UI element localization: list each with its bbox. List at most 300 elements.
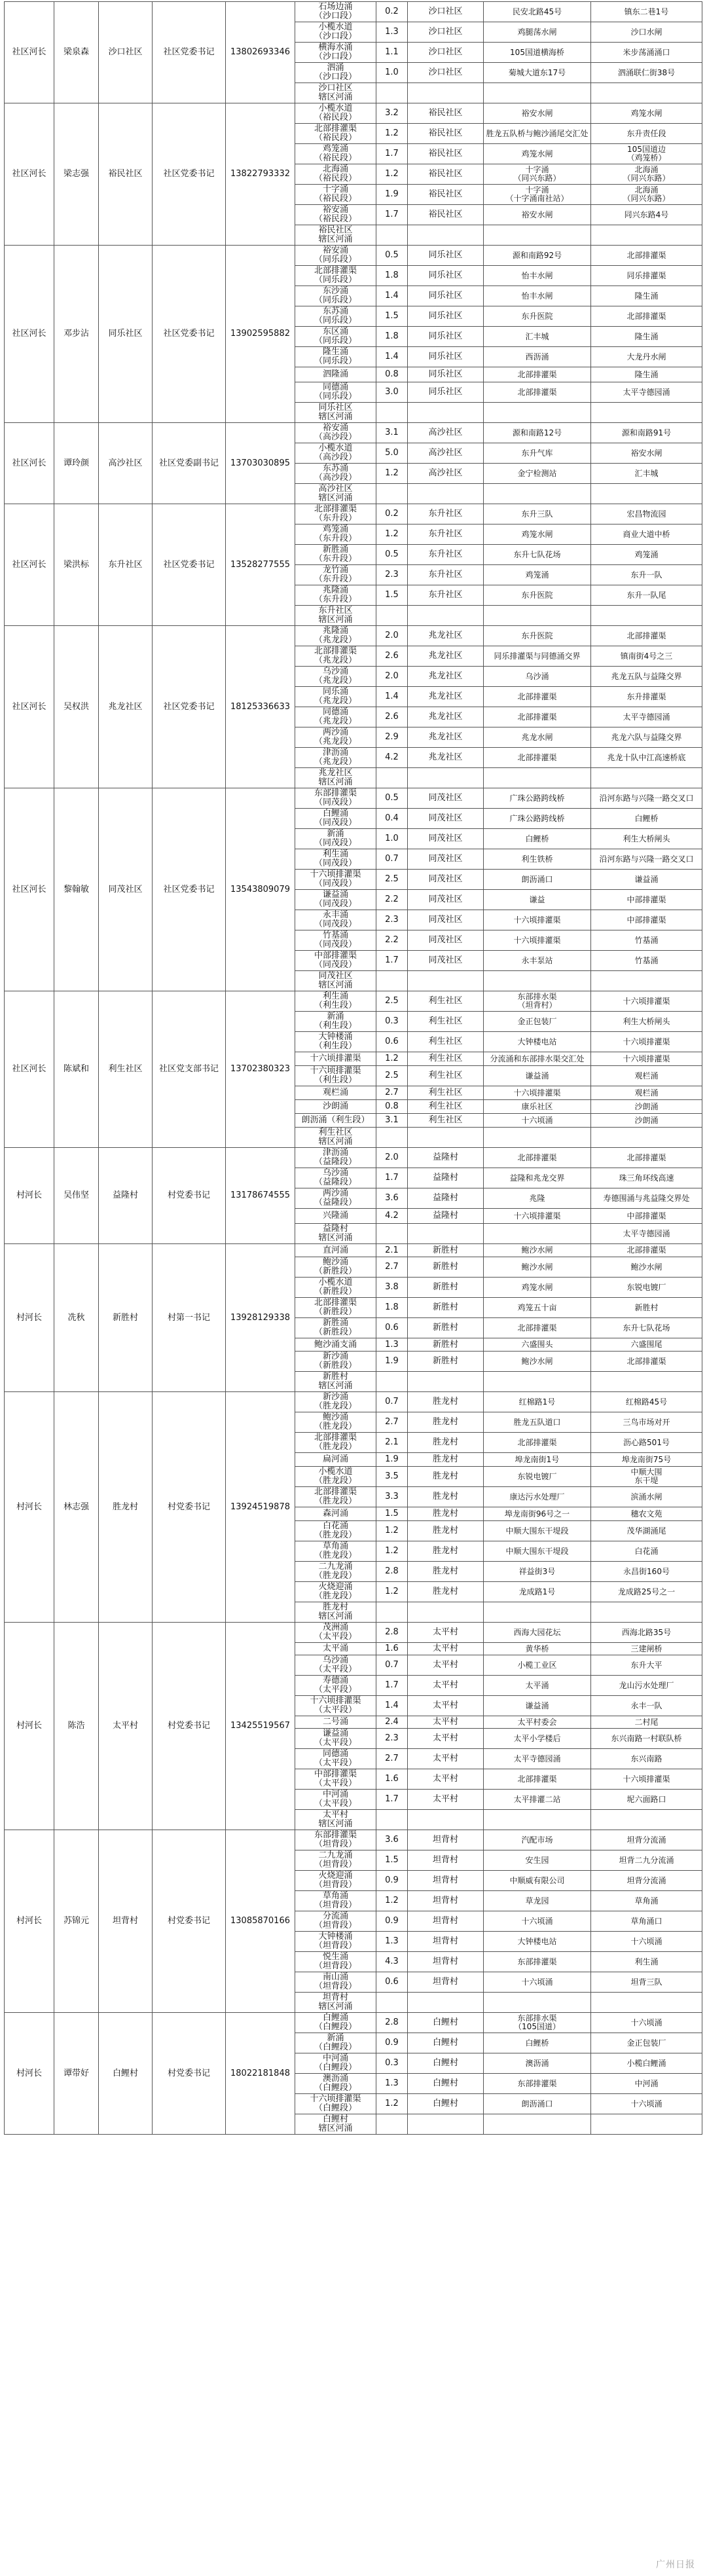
chief-unit-cell: 高沙社区 bbox=[99, 423, 153, 504]
start-point-cell: 永丰泵站 bbox=[484, 951, 591, 971]
end-point-cell: 兆龙六队与益隆交界 bbox=[591, 727, 702, 748]
chief-role-cell: 社区河长 bbox=[5, 2, 54, 103]
length-km-cell: 0.9 bbox=[376, 2033, 408, 2053]
end-point-cell: 穗农文苑 bbox=[591, 1507, 702, 1521]
length-km-cell: 2.8 bbox=[376, 1623, 408, 1643]
table-row bbox=[5, 1623, 702, 1643]
river-name-cell: 裕安涌 （裕民段） bbox=[295, 205, 376, 225]
chief-role-cell: 村河长 bbox=[5, 1623, 54, 1830]
length-km-cell: 1.4 bbox=[376, 687, 408, 707]
start-point-cell: 十六顷涌 bbox=[484, 1972, 591, 1993]
length-km-cell: 1.7 bbox=[376, 1676, 408, 1696]
river-name-cell: 乌沙涌 （益隆段） bbox=[295, 1168, 376, 1188]
segment-unit-cell: 高沙社区 bbox=[408, 464, 484, 484]
river-name-cell: 分流涌 （坦背段） bbox=[295, 1911, 376, 1932]
river-name-cell: 石场边涌 （沙口段） bbox=[295, 2, 376, 22]
length-km-cell: 2.0 bbox=[376, 1148, 408, 1168]
chief-role-cell: 社区河长 bbox=[5, 103, 54, 246]
chief-unit-cell: 同乐社区 bbox=[99, 246, 153, 423]
segment-unit-cell: 兆龙社区 bbox=[408, 687, 484, 707]
length-km-cell: 2.8 bbox=[376, 1562, 408, 1582]
river-name-cell: 新涌 （利生段） bbox=[295, 1012, 376, 1032]
river-name-cell: 津沥涌 （兆龙段） bbox=[295, 748, 376, 768]
length-km-cell bbox=[376, 971, 408, 991]
chief-name-cell: 邓步沾 bbox=[54, 246, 99, 423]
river-name-cell: 兆隆涌 （兆龙段） bbox=[295, 626, 376, 646]
river-name-cell: 北部排灌渠 （裕民段） bbox=[295, 124, 376, 144]
length-km-cell: 0.6 bbox=[376, 1318, 408, 1338]
length-km-cell bbox=[376, 1224, 408, 1244]
chief-name-cell: 梁洪标 bbox=[54, 504, 99, 626]
end-point-cell: 寿德围涌与兆益隆交界处 bbox=[591, 1188, 702, 1209]
length-km-cell: 1.8 bbox=[376, 1298, 408, 1318]
segment-unit-cell: 太平村 bbox=[408, 1716, 484, 1729]
segment-unit-cell: 胜龙村 bbox=[408, 1521, 484, 1541]
length-km-cell bbox=[376, 1602, 408, 1623]
river-name-cell: 益隆村 辖区河涌 bbox=[295, 1224, 376, 1244]
segment-unit-cell: 同茂社区 bbox=[408, 849, 484, 870]
start-point-cell bbox=[484, 1602, 591, 1623]
start-point-cell: 白鲤桥 bbox=[484, 829, 591, 849]
length-km-cell: 3.5 bbox=[376, 1467, 408, 1487]
start-point-cell: 红棉路1号 bbox=[484, 1392, 591, 1412]
start-point-cell: 太平排灌二站 bbox=[484, 1790, 591, 1810]
table-row bbox=[5, 1830, 702, 1850]
start-point-cell: 澳沥涌 bbox=[484, 2053, 591, 2074]
end-point-cell: 十六顷涌 bbox=[591, 2013, 702, 2033]
segment-unit-cell: 胜龙村 bbox=[408, 1433, 484, 1453]
river-name-cell: 中部排灌渠 （同茂段） bbox=[295, 951, 376, 971]
river-name-cell: 新胜涌 （东升段） bbox=[295, 545, 376, 565]
chief-name-cell: 谭玲颜 bbox=[54, 423, 99, 504]
start-point-cell: 兆龙水闸 bbox=[484, 727, 591, 748]
end-point-cell bbox=[591, 1372, 702, 1392]
chief-post-cell: 村党委书记 bbox=[153, 1830, 226, 2013]
river-name-cell: 北部排灌渠 （同乐段） bbox=[295, 266, 376, 286]
start-point-cell: 太平涌 bbox=[484, 1676, 591, 1696]
table-row bbox=[5, 504, 702, 524]
end-point-cell: 利生涌 bbox=[591, 1952, 702, 1972]
length-km-cell: 0.8 bbox=[376, 367, 408, 382]
river-name-cell: 兆龙社区 辖区河涌 bbox=[295, 768, 376, 788]
end-point-cell: 北部排灌渠 bbox=[591, 1244, 702, 1257]
length-km-cell: 0.7 bbox=[376, 849, 408, 870]
start-point-cell: 十字涌 （同兴东路） bbox=[484, 164, 591, 185]
length-km-cell: 3.3 bbox=[376, 1487, 408, 1507]
end-point-cell: 三建闸桥 bbox=[591, 1643, 702, 1655]
segment-unit-cell bbox=[408, 1602, 484, 1623]
table-body bbox=[5, 2, 702, 2135]
length-km-cell: 1.2 bbox=[376, 1541, 408, 1562]
start-point-cell: 北部排灌渠 bbox=[484, 1148, 591, 1168]
end-point-cell: 沙口水闸 bbox=[591, 22, 702, 43]
segment-unit-cell: 利生社区 bbox=[408, 1032, 484, 1052]
river-name-cell: 泗隆涌 bbox=[295, 367, 376, 382]
chief-role-cell: 村河长 bbox=[5, 1392, 54, 1623]
segment-unit-cell: 益隆村 bbox=[408, 1188, 484, 1209]
start-point-cell: 北部排灌渠 bbox=[484, 1433, 591, 1453]
river-name-cell: 中河涌 （太平段） bbox=[295, 1790, 376, 1810]
length-km-cell: 2.0 bbox=[376, 667, 408, 687]
start-point-cell: 太平寺德园涌 bbox=[484, 1749, 591, 1769]
length-km-cell: 2.7 bbox=[376, 1412, 408, 1433]
end-point-cell: 永昌街160号 bbox=[591, 1562, 702, 1582]
end-point-cell: 北部排灌渠 bbox=[591, 1148, 702, 1168]
end-point-cell: 北海涌 （同兴东路） bbox=[591, 164, 702, 185]
segment-unit-cell: 白鲤村 bbox=[408, 2074, 484, 2094]
end-point-cell: 兆龙十队中江高速桥底 bbox=[591, 748, 702, 768]
river-name-cell: 十六顷排灌渠 （太平段） bbox=[295, 1696, 376, 1716]
end-point-cell: 沙朗涌 bbox=[591, 1100, 702, 1114]
river-name-cell: 新胜涌 （新胜段） bbox=[295, 1318, 376, 1338]
table-row bbox=[5, 1148, 702, 1168]
length-km-cell: 2.3 bbox=[376, 1729, 408, 1749]
end-point-cell bbox=[591, 225, 702, 246]
river-name-cell: 白鲤涌 （白鲤段） bbox=[295, 2013, 376, 2033]
start-point-cell: 同乐排灌渠与同德涌交界 bbox=[484, 646, 591, 667]
river-name-cell: 谦益涌 （太平段） bbox=[295, 1729, 376, 1749]
length-km-cell: 2.9 bbox=[376, 727, 408, 748]
segment-unit-cell: 裕民社区 bbox=[408, 185, 484, 205]
river-name-cell: 十六顷排灌渠 bbox=[295, 1052, 376, 1066]
river-name-cell: 东部排灌渠 （同茂段） bbox=[295, 788, 376, 809]
segment-unit-cell: 白鲤村 bbox=[408, 2053, 484, 2074]
segment-unit-cell: 益隆村 bbox=[408, 1168, 484, 1188]
length-km-cell: 2.7 bbox=[376, 1257, 408, 1278]
length-km-cell: 1.5 bbox=[376, 1507, 408, 1521]
chief-phone-cell: 13924519878 bbox=[226, 1392, 295, 1623]
length-km-cell: 1.2 bbox=[376, 464, 408, 484]
segment-unit-cell: 同乐社区 bbox=[408, 347, 484, 367]
segment-unit-cell: 坦背村 bbox=[408, 1850, 484, 1871]
river-name-cell: 小榄水道 （胜龙段） bbox=[295, 1467, 376, 1487]
end-point-cell: 草角涌 bbox=[591, 1891, 702, 1911]
chief-unit-cell: 裕民社区 bbox=[99, 103, 153, 246]
end-point-cell: 105国道边 （鸡笼桥） bbox=[591, 144, 702, 164]
length-km-cell: 1.7 bbox=[376, 144, 408, 164]
river-name-cell: 沙朗涌 bbox=[295, 1100, 376, 1114]
end-point-cell: 镇东二巷1号 bbox=[591, 2, 702, 22]
segment-unit-cell: 同茂社区 bbox=[408, 809, 484, 829]
river-name-cell: 南山涌 （坦背段） bbox=[295, 1972, 376, 1993]
start-point-cell: 十六顷排灌渠 bbox=[484, 1086, 591, 1100]
river-name-cell: 同德涌 （太平段） bbox=[295, 1749, 376, 1769]
length-km-cell: 0.2 bbox=[376, 504, 408, 524]
segment-unit-cell: 白鲤村 bbox=[408, 2094, 484, 2114]
end-point-cell: 中部排灌渠 bbox=[591, 1209, 702, 1224]
start-point-cell: 埠龙南街96号之一 bbox=[484, 1507, 591, 1521]
end-point-cell: 观栏涌 bbox=[591, 1086, 702, 1100]
end-point-cell: 十六顷排灌渠 bbox=[591, 1769, 702, 1790]
length-km-cell: 1.2 bbox=[376, 2094, 408, 2114]
river-name-cell: 同茂社区 辖区河涌 bbox=[295, 971, 376, 991]
chief-name-cell: 陈斌和 bbox=[54, 991, 99, 1148]
length-km-cell: 2.1 bbox=[376, 1433, 408, 1453]
segment-unit-cell: 沙口社区 bbox=[408, 43, 484, 63]
segment-unit-cell: 太平村 bbox=[408, 1769, 484, 1790]
start-point-cell: 东升医院 bbox=[484, 626, 591, 646]
end-point-cell: 坭六面路口 bbox=[591, 1790, 702, 1810]
length-km-cell: 2.2 bbox=[376, 930, 408, 951]
end-point-cell: 裕安水闸 bbox=[591, 443, 702, 464]
start-point-cell: 鸡笼涌 bbox=[484, 565, 591, 585]
length-km-cell: 4.2 bbox=[376, 1209, 408, 1224]
end-point-cell: 草角涌口 bbox=[591, 1911, 702, 1932]
segment-unit-cell: 利生社区 bbox=[408, 1100, 484, 1114]
start-point-cell: 金宁检测站 bbox=[484, 464, 591, 484]
segment-unit-cell: 胜龙村 bbox=[408, 1412, 484, 1433]
length-km-cell bbox=[376, 1810, 408, 1830]
segment-unit-cell bbox=[408, 1128, 484, 1148]
segment-unit-cell: 同乐社区 bbox=[408, 266, 484, 286]
segment-unit-cell: 高沙社区 bbox=[408, 443, 484, 464]
segment-unit-cell: 东升社区 bbox=[408, 504, 484, 524]
chief-phone-cell: 18125336633 bbox=[226, 626, 295, 788]
river-name-cell: 中部排灌渠 （太平段） bbox=[295, 1769, 376, 1790]
end-point-cell: 东兴南路一村联队桥 bbox=[591, 1729, 702, 1749]
river-name-cell: 东沙涌 （同乐段） bbox=[295, 286, 376, 306]
end-point-cell: 利生大桥闸头 bbox=[591, 829, 702, 849]
segment-unit-cell: 裕民社区 bbox=[408, 205, 484, 225]
start-point-cell bbox=[484, 1993, 591, 2013]
end-point-cell: 东升排灌渠 bbox=[591, 687, 702, 707]
segment-unit-cell: 同茂社区 bbox=[408, 951, 484, 971]
chief-unit-cell: 利生社区 bbox=[99, 991, 153, 1148]
length-km-cell: 2.5 bbox=[376, 1066, 408, 1086]
end-point-cell: 中部排灌渠 bbox=[591, 890, 702, 910]
chief-unit-cell: 同茂社区 bbox=[99, 788, 153, 991]
length-km-cell bbox=[376, 1372, 408, 1392]
segment-unit-cell: 坦背村 bbox=[408, 1932, 484, 1952]
segment-unit-cell: 同茂社区 bbox=[408, 829, 484, 849]
start-point-cell: 鲍沙水闸 bbox=[484, 1257, 591, 1278]
start-point-cell: 太平小学楼后 bbox=[484, 1729, 591, 1749]
river-name-cell: 两沙涌 （益隆段） bbox=[295, 1188, 376, 1209]
chief-post-cell: 社区党委副书记 bbox=[153, 423, 226, 504]
end-point-cell: 坦背分流涌 bbox=[591, 1830, 702, 1850]
end-point-cell: 中部排灌渠 bbox=[591, 910, 702, 930]
length-km-cell: 2.7 bbox=[376, 1749, 408, 1769]
river-name-cell: 隆生涌 （同乐段） bbox=[295, 347, 376, 367]
river-name-cell: 北部排灌渠 （胜龙段） bbox=[295, 1487, 376, 1507]
end-point-cell: 兆龙五队与益隆交界 bbox=[591, 667, 702, 687]
river-name-cell: 兴隆涌 bbox=[295, 1209, 376, 1224]
length-km-cell bbox=[376, 403, 408, 423]
start-point-cell: 黄华桥 bbox=[484, 1643, 591, 1655]
segment-unit-cell: 胜龙村 bbox=[408, 1582, 484, 1602]
river-name-cell: 新沙涌 （胜龙段） bbox=[295, 1392, 376, 1412]
end-point-cell: 沥心路501号 bbox=[591, 1433, 702, 1453]
segment-unit-cell: 利生社区 bbox=[408, 1066, 484, 1086]
river-name-cell: 悦生涌 （坦背段） bbox=[295, 1952, 376, 1972]
length-km-cell: 1.3 bbox=[376, 1338, 408, 1352]
end-point-cell: 同兴东路4号 bbox=[591, 205, 702, 225]
river-name-cell: 兆隆涌 （东升段） bbox=[295, 585, 376, 606]
segment-unit-cell: 太平村 bbox=[408, 1749, 484, 1769]
segment-unit-cell: 兆龙社区 bbox=[408, 707, 484, 727]
river-name-cell: 东部排灌渠 （坦背段） bbox=[295, 1830, 376, 1850]
chief-unit-cell: 白鲤村 bbox=[99, 2013, 153, 2135]
end-point-cell: 泗涌联仁街38号 bbox=[591, 63, 702, 83]
end-point-cell: 东锐电镀厂 bbox=[591, 1278, 702, 1298]
length-km-cell: 0.9 bbox=[376, 1871, 408, 1891]
segment-unit-cell: 新胜村 bbox=[408, 1244, 484, 1257]
river-name-cell: 十字涌 （裕民段） bbox=[295, 185, 376, 205]
length-km-cell: 1.8 bbox=[376, 327, 408, 347]
length-km-cell: 3.6 bbox=[376, 1830, 408, 1850]
end-point-cell bbox=[591, 971, 702, 991]
end-point-cell bbox=[591, 1602, 702, 1623]
river-name-cell: 茂洲涌 （太平段） bbox=[295, 1623, 376, 1643]
start-point-cell bbox=[484, 768, 591, 788]
length-km-cell: 2.1 bbox=[376, 1244, 408, 1257]
river-name-cell: 东苏涌 （同乐段） bbox=[295, 306, 376, 327]
chief-role-cell: 社区河长 bbox=[5, 246, 54, 423]
end-point-cell: 坦背分流涌 bbox=[591, 1871, 702, 1891]
segment-unit-cell bbox=[408, 1810, 484, 1830]
segment-unit-cell: 裕民社区 bbox=[408, 144, 484, 164]
segment-unit-cell: 同茂社区 bbox=[408, 788, 484, 809]
segment-unit-cell: 沙口社区 bbox=[408, 2, 484, 22]
end-point-cell: 新胜村 bbox=[591, 1298, 702, 1318]
start-point-cell: 北部排灌渠 bbox=[484, 1318, 591, 1338]
chief-unit-cell: 东升社区 bbox=[99, 504, 153, 626]
length-km-cell: 3.6 bbox=[376, 1188, 408, 1209]
segment-unit-cell: 坦背村 bbox=[408, 1972, 484, 1993]
end-point-cell bbox=[591, 1128, 702, 1148]
start-point-cell: 金正包装厂 bbox=[484, 1012, 591, 1032]
end-point-cell: 太平寺德园涌 bbox=[591, 707, 702, 727]
length-km-cell: 1.9 bbox=[376, 185, 408, 205]
start-point-cell: 祥益街3号 bbox=[484, 1562, 591, 1582]
river-name-cell: 利生社区 辖区河涌 bbox=[295, 1128, 376, 1148]
end-point-cell: 沙朗涌 bbox=[591, 1114, 702, 1128]
start-point-cell: 朗沥涌口 bbox=[484, 870, 591, 890]
river-name-cell: 小榄水道 （新胜段） bbox=[295, 1278, 376, 1298]
end-point-cell bbox=[591, 1810, 702, 1830]
chief-phone-cell: 13543809079 bbox=[226, 788, 295, 991]
start-point-cell: 北部排灌渠 bbox=[484, 382, 591, 403]
end-point-cell: 东升责任段 bbox=[591, 124, 702, 144]
chief-unit-cell: 兆龙社区 bbox=[99, 626, 153, 788]
length-km-cell bbox=[376, 484, 408, 504]
length-km-cell: 1.7 bbox=[376, 205, 408, 225]
segment-unit-cell: 新胜村 bbox=[408, 1318, 484, 1338]
river-name-cell: 北海涌 （裕民段） bbox=[295, 164, 376, 185]
segment-unit-cell: 兆龙社区 bbox=[408, 667, 484, 687]
end-point-cell: 中顺大围 东干堤 bbox=[591, 1467, 702, 1487]
river-name-cell: 乌沙涌 （兆龙段） bbox=[295, 667, 376, 687]
river-name-cell: 利生涌 （利生段） bbox=[295, 991, 376, 1012]
segment-unit-cell: 白鲤村 bbox=[408, 2013, 484, 2033]
end-point-cell: 竹基涌 bbox=[591, 930, 702, 951]
start-point-cell: 十六顷排灌渠 bbox=[484, 910, 591, 930]
length-km-cell: 1.4 bbox=[376, 1696, 408, 1716]
segment-unit-cell: 新胜村 bbox=[408, 1338, 484, 1352]
river-name-cell: 直河涌 bbox=[295, 1244, 376, 1257]
chief-post-cell: 社区党委书记 bbox=[153, 246, 226, 423]
river-name-cell: 十六顷排灌渠 （利生段） bbox=[295, 1066, 376, 1086]
start-point-cell: 西沥涌 bbox=[484, 347, 591, 367]
river-name-cell: 太平涌 bbox=[295, 1643, 376, 1655]
length-km-cell bbox=[376, 768, 408, 788]
segment-unit-cell: 太平村 bbox=[408, 1790, 484, 1810]
segment-unit-cell: 胜龙村 bbox=[408, 1562, 484, 1582]
end-point-cell: 北部排灌渠 bbox=[591, 626, 702, 646]
segment-unit-cell: 兆龙社区 bbox=[408, 748, 484, 768]
start-point-cell: 鸡腿荡水闸 bbox=[484, 22, 591, 43]
start-point-cell: 东锐电镀厂 bbox=[484, 1467, 591, 1487]
length-km-cell: 1.2 bbox=[376, 1052, 408, 1066]
start-point-cell: 汇丰城 bbox=[484, 327, 591, 347]
start-point-cell: 东部排水渠 （坦背村） bbox=[484, 991, 591, 1012]
river-name-cell: 观栏涌 bbox=[295, 1086, 376, 1100]
length-km-cell: 2.3 bbox=[376, 910, 408, 930]
segment-unit-cell: 裕民社区 bbox=[408, 103, 484, 124]
river-name-cell: 北部排灌渠 （东升段） bbox=[295, 504, 376, 524]
river-name-cell: 鲍沙涌支涌 bbox=[295, 1338, 376, 1352]
start-point-cell: 东部排灌渠 bbox=[484, 2074, 591, 2094]
river-name-cell: 二九龙涌 （坦背段） bbox=[295, 1850, 376, 1871]
segment-unit-cell: 东升社区 bbox=[408, 524, 484, 545]
length-km-cell: 1.1 bbox=[376, 43, 408, 63]
chief-phone-cell: 13822793332 bbox=[226, 103, 295, 246]
chief-name-cell: 林志强 bbox=[54, 1392, 99, 1623]
length-km-cell: 1.2 bbox=[376, 1891, 408, 1911]
chief-phone-cell: 13085870166 bbox=[226, 1830, 295, 2013]
segment-unit-cell: 利生社区 bbox=[408, 1114, 484, 1128]
chief-unit-cell: 太平村 bbox=[99, 1623, 153, 1830]
start-point-cell: 鸡笼水闸 bbox=[484, 1278, 591, 1298]
segment-unit-cell: 同茂社区 bbox=[408, 890, 484, 910]
segment-unit-cell: 兆龙社区 bbox=[408, 727, 484, 748]
river-name-cell: 乌沙涌 （太平段） bbox=[295, 1655, 376, 1676]
length-km-cell: 2.4 bbox=[376, 1716, 408, 1729]
start-point-cell: 北部排灌渠 bbox=[484, 1769, 591, 1790]
end-point-cell: 东升一队尾 bbox=[591, 585, 702, 606]
river-name-cell: 十六顷排灌渠 （白鲤段） bbox=[295, 2094, 376, 2114]
segment-unit-cell: 坦背村 bbox=[408, 1871, 484, 1891]
segment-unit-cell: 沙口社区 bbox=[408, 22, 484, 43]
end-point-cell: 汇丰城 bbox=[591, 464, 702, 484]
start-point-cell: 菊城大道东17号 bbox=[484, 63, 591, 83]
river-name-cell: 草角涌 （坦背段） bbox=[295, 1891, 376, 1911]
segment-unit-cell: 利生社区 bbox=[408, 991, 484, 1012]
start-point-cell: 105国道横海桥 bbox=[484, 43, 591, 63]
length-km-cell bbox=[376, 225, 408, 246]
start-point-cell: 十字涌 （十字涌南社站） bbox=[484, 185, 591, 205]
end-point-cell: 二村尾 bbox=[591, 1716, 702, 1729]
chief-post-cell: 村党委书记 bbox=[153, 2013, 226, 2135]
river-name-cell: 沙口社区 辖区河涌 bbox=[295, 83, 376, 103]
start-point-cell: 大钟楼电站 bbox=[484, 1032, 591, 1052]
chief-role-cell: 村河长 bbox=[5, 1244, 54, 1392]
river-name-cell: 横海水涌 （沙口段） bbox=[295, 43, 376, 63]
segment-unit-cell: 太平村 bbox=[408, 1729, 484, 1749]
chief-phone-cell: 13425519567 bbox=[226, 1623, 295, 1830]
start-point-cell: 白鲤桥 bbox=[484, 2033, 591, 2053]
chief-phone-cell: 13178674555 bbox=[226, 1148, 295, 1244]
start-point-cell: 乌沙涌 bbox=[484, 667, 591, 687]
chief-phone-cell: 13528277555 bbox=[226, 504, 295, 626]
river-name-cell: 北部排灌渠 （兆龙段） bbox=[295, 646, 376, 667]
chief-unit-cell: 新胜村 bbox=[99, 1244, 153, 1392]
segment-unit-cell bbox=[408, 1372, 484, 1392]
start-point-cell: 鲍沙水闸 bbox=[484, 1244, 591, 1257]
chief-name-cell: 陈浩 bbox=[54, 1623, 99, 1830]
end-point-cell: 永丰一队 bbox=[591, 1696, 702, 1716]
river-chief-table-page bbox=[4, 1, 702, 2135]
